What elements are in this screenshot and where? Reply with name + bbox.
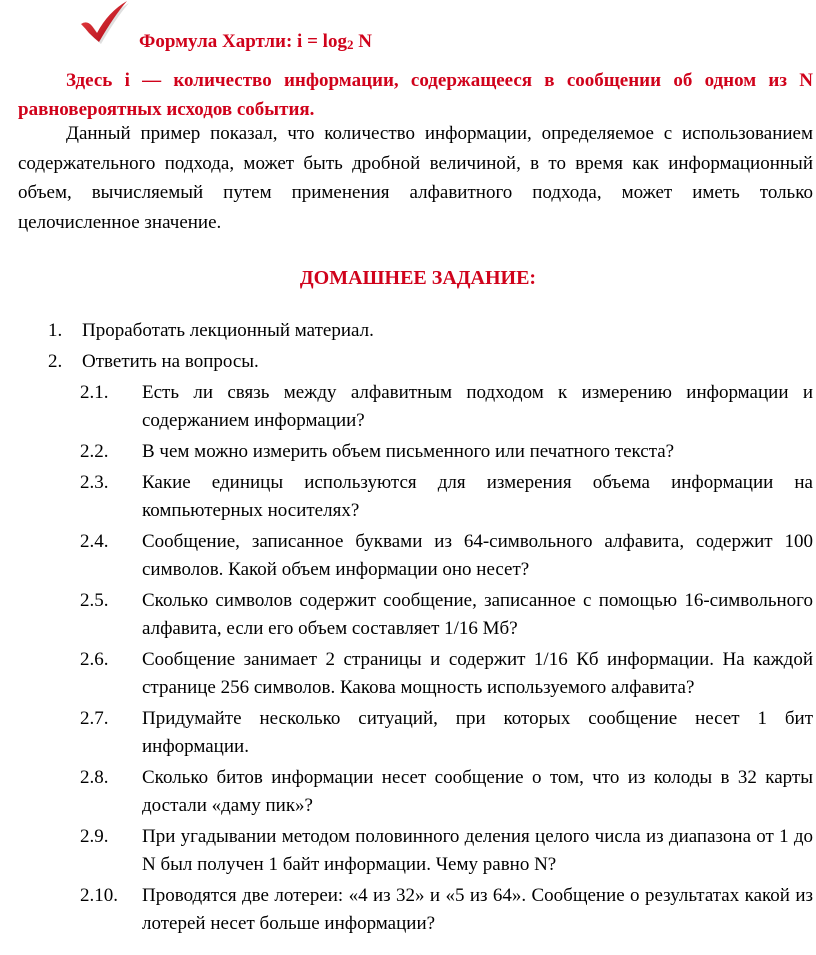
question-item	[0, 705, 816, 761]
definition-paragraph: Здесь i — количество информации, содержащееся в сообщении об одном из N равновероятных исходов события.	[18, 70, 813, 120]
question-text: Сколько битов информации несет сообщение о том, что из колоды в 32 карты достали «даму пик»?	[142, 767, 813, 816]
list-item	[0, 348, 816, 379]
formula-subscript: 2	[346, 37, 354, 52]
question-number: 2.1.	[80, 382, 109, 403]
homework-title: ДОМАШНЕЕ ЗАДАНИЕ:	[299, 267, 537, 289]
question-number: 2.6.	[80, 649, 109, 670]
list-item-text: Ответить на вопросы.	[82, 351, 259, 372]
question-text: При угадывании методом половинного деления целого числа из диапазона от 1 до N был получен 1 байт информации. Чему равно N?	[142, 826, 813, 875]
formula-line	[139, 30, 372, 57]
question-number: 2.4.	[80, 531, 109, 552]
list-item-number: 1.	[48, 320, 63, 341]
question-item	[0, 646, 816, 702]
question-text: Сообщение занимает 2 страницы и содержит 1/16 Кб информации. На каждой странице 256 символов. Какова мощность используемого алфавита?	[142, 649, 813, 698]
question-number: 2.9.	[80, 826, 109, 847]
question-number: 2.2.	[80, 441, 109, 462]
list-item	[0, 317, 816, 348]
question-item	[0, 882, 816, 938]
question-text: Сообщение, записанное буквами из 64-символьного алфавита, содержит 100 символов. Какой объем информации оно несет?	[142, 531, 813, 580]
question-item	[0, 438, 816, 466]
question-number: 2.3.	[80, 472, 109, 493]
body-paragraph: Данный пример показал, что количество информации, определяемое с использованием содержательного подхода, может быть дробной величиной, в то время как информационный объем, вычисляемый путем применения алфавитного подхода, может иметь только целочисленное значение.	[18, 123, 813, 233]
question-number: 2.7.	[80, 708, 109, 729]
list-item-text: Проработать лекционный материал.	[82, 320, 374, 341]
formula-label: Формула Хартли: i = log	[139, 31, 347, 52]
question-text: Какие единицы используются для измерения объема информации на компьютерных носителях?	[142, 472, 813, 521]
question-number: 2.8.	[80, 767, 109, 788]
question-text: Сколько символов содержит сообщение, записанное с помощью 16-символьного алфавита, если его объем составляет 1/16 Мб?	[142, 590, 813, 639]
checkmark-icon	[78, 0, 130, 44]
question-item	[0, 587, 816, 643]
question-text: Проводятся две лотереи: «4 из 32» и «5 из 64». Сообщение о результатах какой из лотерей несет больше информации?	[142, 885, 813, 934]
homework-list	[0, 317, 816, 941]
question-number: 2.10.	[80, 885, 118, 906]
question-item	[0, 379, 816, 435]
question-text: В чем можно измерить объем письменного или печатного текста?	[142, 441, 675, 462]
question-item	[0, 764, 816, 820]
question-text: Придумайте несколько ситуаций, при которых сообщение несет 1 бит информации.	[142, 708, 813, 757]
question-item	[0, 528, 816, 584]
question-text: Есть ли связь между алфавитным подходом к измерению информации и содержанием информации?	[142, 382, 813, 431]
question-number: 2.5.	[80, 590, 109, 611]
formula-tail: N	[353, 31, 372, 52]
question-item	[0, 469, 816, 525]
question-item	[0, 823, 816, 879]
list-item-number: 2.	[48, 351, 63, 372]
